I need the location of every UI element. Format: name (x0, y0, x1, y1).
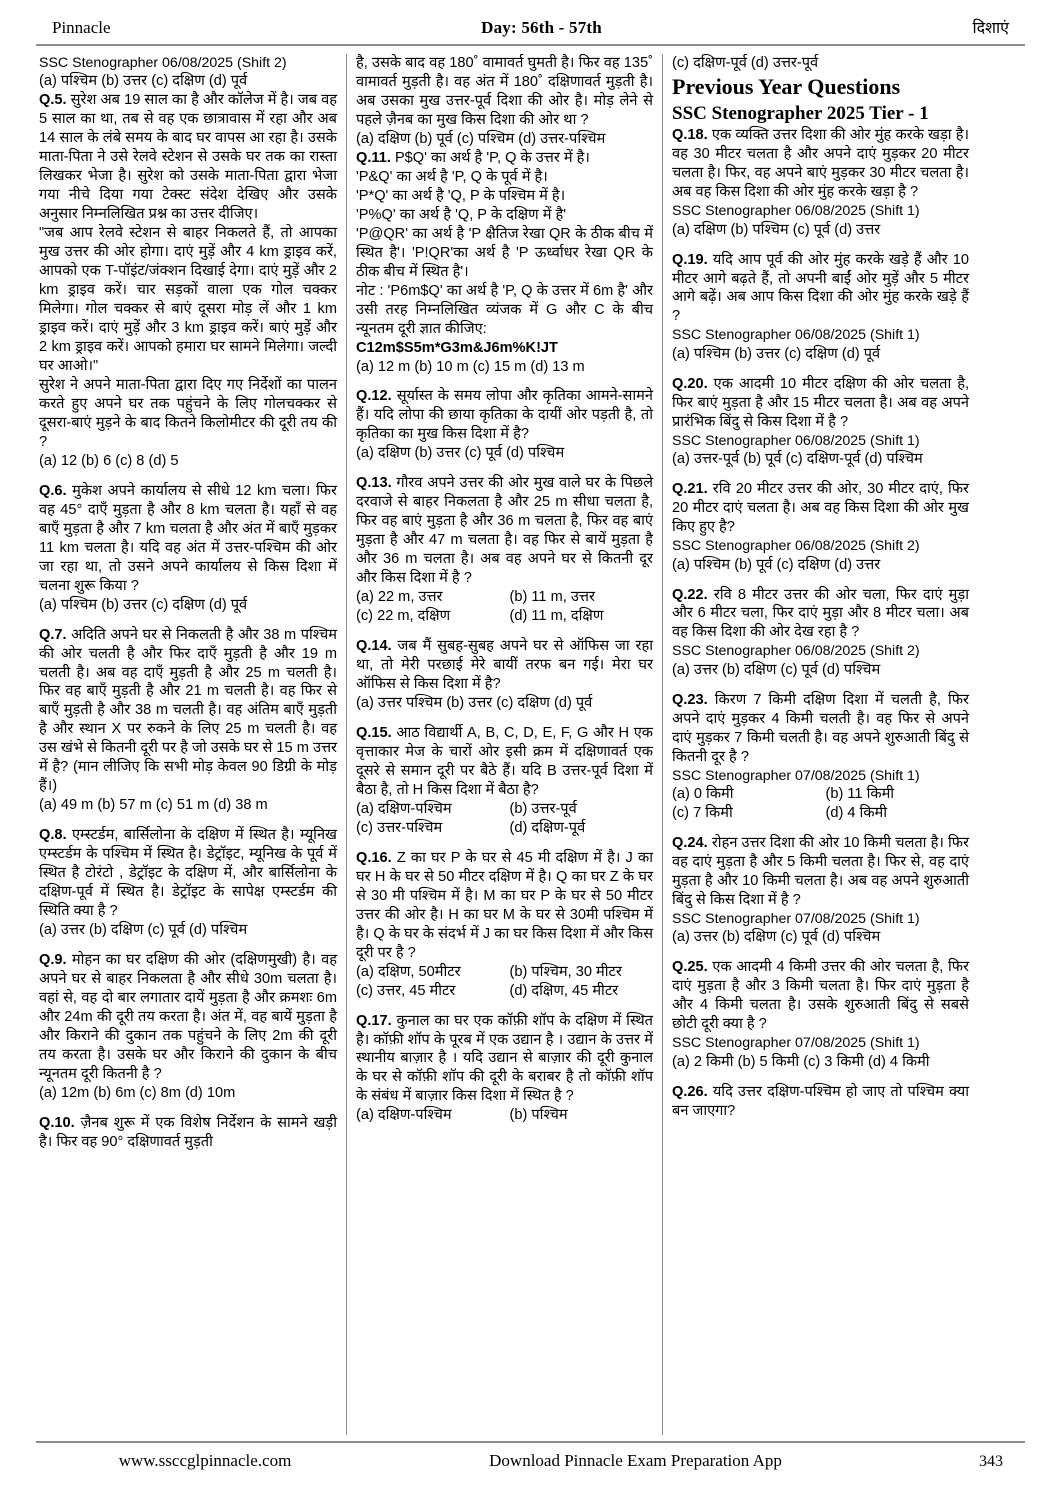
question-text: आठ विद्यार्थी A, B, C, D, E, F, G और H एक वृत्ताकार मेज के चारों ओर इसी क्रम में दक्षिणावर्त एक दूसरे से समान दूरी पर बैठे हैं। यदि B उत्तर-पूर्व दिशा में बैठा है, तो H किस दिशा में बैठा है? (356, 724, 653, 798)
question-body (672, 586, 969, 643)
question-number: Q.20. (672, 375, 708, 392)
column-3 (662, 54, 978, 1435)
question-body (39, 482, 337, 596)
options-line: (a) 12 m (b) 10 m (c) 15 m (d) 13 m (356, 358, 585, 375)
footer-app-promo: Download Pinnacle Exam Preparation App (489, 1451, 782, 1470)
question-block-q24 (672, 834, 969, 947)
question-block-q16 (356, 849, 653, 1001)
question-body (672, 958, 969, 1034)
option-a: (a) 22 m, उत्तर (356, 589, 443, 606)
question-number: Q.6. (39, 482, 67, 499)
option-b: (b) उत्तर-पूर्व (509, 800, 577, 817)
question-block-q19 (672, 251, 969, 364)
option-d: (d) 11 m, दक्षिण (509, 608, 604, 625)
question-block-q14 (356, 637, 653, 713)
question-tail: सुरेश ने अपने माता-पिता द्वारा दिए गए निर्देशों का पालन करते हुए अपने घर तक पहुंचने के लिए गोलचक्कर से दूसरा-बाएं मुड़ने के बाद कितने किलोमीटर की दूरी तय की ? (39, 376, 337, 450)
question-block-q11 (356, 149, 653, 377)
question-block-q9 (39, 951, 337, 1103)
question-text: किरण 7 किमी दक्षिण दिशा में चलती है, फिर अपने दाएं मुड़कर 4 किमी चलती है। वह फिर से अपने दाएं मुड़कर 7 किमी चलती है। वह अपने शुरुआती बिंदु से कितनी दूर है ? (672, 691, 969, 765)
exam-source-line: SSC Stenographer 06/08/2025 (Shift 1) (672, 203, 920, 220)
question-body (672, 251, 969, 327)
question-number: Q.11. (356, 149, 391, 166)
option-a: (a) 0 किमी (672, 786, 734, 803)
exam-source-line: SSC Stenographer 06/08/2025 (Shift 2) (672, 643, 920, 660)
question-text: मोहन का घर दक्षिण की ओर (दक्षिणमुखी) है। वह अपने घर से बाहर निकलता है और सीधे 30m चलता है। वहां से, वह दो बार लगातार दायें मुड़ता है और क्रमशः 6m और 24m की दूरी तय करता है। अंत में, वह बायें मुड़ता है और किराने की दुकान तक पहुंचने के लिए 2m की दूरी तय करता है। उसके घर और किराने की दुकान के बीच न्यूनतम दूरी कितनी है ? (39, 952, 337, 1082)
question-text: ज़ैनब शुरू में एक विशेष निर्देशन के सामने खड़ी है। फिर वह 90° दक्षिणावर्त मुड़ती (39, 1114, 337, 1150)
options-line: (a) पश्चिम (b) उत्तर (c) दक्षिण (d) पूर्व (39, 596, 248, 613)
question-body (356, 149, 653, 168)
question-text: सूर्यास्त के समय लोपा और कृतिका आमने-सामने हैं। यदि लोपा की छाया कृतिका के दायीं ओर पड़ती है, तो कृतिका का मुख किस दिशा में है? (356, 388, 653, 443)
question-number: Q.7. (39, 626, 67, 643)
options-line: (a) दक्षिण (b) पूर्व (c) पश्चिम (d) उत्तर-पश्चिम (356, 130, 606, 147)
question-text: रोहन उत्तर दिशा की ओर 10 किमी चलता है। फिर वह दाएं मुड़ता है और 5 किमी चलता है। फिर से, वह दाएं मुड़ता है और 10 किमी चलता है। अब वह अपने शुरुआती बिंदु से किस दिशा में है ? (672, 835, 969, 908)
exam-source-line: SSC Stenographer 06/08/2025 (Shift 2) (672, 538, 920, 555)
options-line: (a) उत्तर पश्चिम (b) उत्तर (c) दक्षिण (d) पूर्व (356, 695, 593, 711)
option-b: (b) 11 m, उत्तर (509, 589, 595, 606)
question-block-q17 (356, 1012, 653, 1126)
option-b: (b) 11 किमी (825, 786, 895, 803)
question-body (672, 1083, 969, 1121)
section-title: Previous Year Questions (672, 73, 901, 99)
question-block-q15 (356, 724, 653, 838)
question-block-q21 (672, 480, 969, 574)
options-grid (356, 963, 653, 1001)
exam-source-line: SSC Stenographer 07/08/2025 (Shift 1) (672, 767, 920, 784)
question-number: Q.21. (672, 481, 708, 498)
question-body (672, 126, 969, 202)
section-subtitle: SSC Stenographer 2025 Tier - 1 (672, 102, 929, 124)
option-c: (c) 22 m, दक्षिण (356, 608, 451, 625)
question-block-q10 (39, 1114, 337, 1152)
question-text: एक आदमी 4 किमी उत्तर की ओर चलता है, फिर दाएं मुड़ता है और 3 किमी चलता है। फिर दाएं मुड़ता है और 4 किमी चलता है। उसके शुरुआती बिंदु से सबसे छोटी दूरी क्या है ? (672, 959, 969, 1033)
page-footer (30, 1443, 1031, 1471)
option-a: (a) दक्षिण, 50मीटर (356, 963, 461, 980)
option-d: (d) 4 किमी (825, 805, 888, 822)
question-body (39, 1114, 337, 1152)
option-a: (a) दक्षिण-पश्चिम (356, 1107, 452, 1124)
question-body (356, 474, 653, 588)
options-grid (356, 1106, 653, 1125)
question-number: Q.9. (39, 952, 67, 969)
question-block-q22 (672, 586, 969, 680)
option-d: (d) दक्षिण, 45 मीटर (509, 982, 619, 999)
question-text: Z का घर P के घर से 45 मी दक्षिण में है। J का घर H के घर से 50 मीटर दक्षिण में है। Q का घर Z के घर से 30 मी पश्चिम में है। M का घर P के घर से 50 मीटर उत्तर की ओर है। H का घर M के घर से 30मी पश्चिम में है। Q के घर के संदर्भ में J का घर किस दिशा में और किस दूरी पर है ? (356, 849, 653, 961)
question-number: Q.5. (39, 92, 67, 109)
options-line: (a) उत्तर (b) दक्षिण (c) पूर्व (d) पश्चिम (39, 922, 248, 939)
question-body (672, 375, 969, 432)
options-line-continuation: (c) दक्षिण-पूर्व (d) उत्तर-पूर्व (672, 55, 819, 71)
question-number: Q.18. (672, 127, 708, 144)
question-number: Q.22. (672, 586, 708, 603)
option-b: (b) पश्चिम (509, 1107, 568, 1124)
question-text: सुरेश अब 19 साल का है और कॉलेज में है। जब वह 5 साल का था, तब से वह एक छात्रावास में रहा और अब 14 साल के लंबे समय के बाद घर वापस आ रहा है। उसके माता-पिता ने उसे रेलवे स्टेशन से उसके घर तक का रास्ता लिखकर भेजा है। सुरेश को उसके माता-पिता द्वारा भेजा गया नीचे दिया गया टेक्स्ट संदेश देखिए और उसके अनुसार निम्नलिखित प्रश्न का उत्तर दीजिए। (39, 92, 337, 223)
question-body (356, 1012, 653, 1107)
exam-source-line: SSC Stenographer 06/08/2025 (Shift 1) (672, 432, 920, 449)
options-line: (a) 2 किमी (b) 5 किमी (c) 3 किमी (d) 4 किमी (672, 1053, 930, 1070)
question-block-q20 (672, 375, 969, 469)
footer-page-number: 343 (979, 1453, 1003, 1470)
option-d: (d) दक्षिण-पूर्व (509, 819, 586, 836)
column-2 (346, 54, 662, 1435)
content-columns (30, 50, 1031, 1435)
question-number: Q.24. (672, 835, 708, 852)
question-body (39, 626, 337, 797)
question-text: यदि उत्तर दक्षिण-पश्चिम हो जाए तो पश्चिम क्या बन जाएगा? (672, 1083, 969, 1119)
question-body (356, 387, 653, 444)
definition-line: 'P%Q' का अर्थ है 'Q, P के दक्षिण में है' (356, 206, 567, 223)
question-block-q18 (672, 126, 969, 239)
header-divider (36, 44, 1025, 46)
exam-source-line: SSC Stenographer 07/08/2025 (Shift 1) (672, 1035, 920, 1052)
option-a: (a) दक्षिण-पश्चिम (356, 800, 452, 817)
options-line: (a) 49 m (b) 57 m (c) 51 m (d) 38 m (39, 797, 268, 814)
option-b: (b) पश्चिम, 30 मीटर (509, 963, 622, 980)
question-block-q12 (356, 387, 653, 463)
question-body (672, 691, 969, 767)
question-number: Q.17. (356, 1012, 392, 1029)
options-line: (a) उत्तर (b) दक्षिण (c) पूर्व (d) पश्चिम (672, 929, 881, 946)
options-line: (a) 12 (b) 6 (c) 8 (d) 5 (39, 452, 179, 469)
note-line: नोट : 'P6m$Q' का अर्थ है 'P, Q के उत्तर में 6m है' और उसी तरह निम्नलिखित व्यंजक में G और C के बीच न्यूनतम दूरी ज्ञात कीजिए: (356, 282, 653, 337)
question-text: गौरव अपने उत्तर की ओर मुख वाले घर के पिछले दरवाजे से बाहर निकलता है और 25 m सीधा चलता है, फिर वह बाएं मुड़ता है और 36 m चलता है, फिर वह बाएं मुड़ता है और 47 m चलता है। वह फिर से बायें मुड़ता है और 36 m चलता है। अब वह अपने घर से कितनी दूर और किस दिशा में है ? (356, 475, 653, 587)
definition-line: 'P*Q' का अर्थ है 'Q, P के पश्चिम में है। (356, 187, 566, 204)
question-number: Q.23. (672, 691, 708, 708)
options-line: (a) पश्चिम (b) पूर्व (c) दक्षिण (d) उत्तर (672, 556, 881, 573)
question-number: Q.25. (672, 959, 708, 976)
definition-line: 'P@QR' का अर्थ है 'P क्षैतिज रेखा QR के ठीक बीच में स्थित है'। 'P!QR'का अर्थ है 'P ऊर्ध्वाधर रेखा QR के ठीक बीच में स्थित है'। (356, 225, 653, 280)
question-block-q13 (356, 474, 653, 626)
question-number: Q.12. (356, 388, 392, 405)
options-line: (a) पश्चिम (b) उत्तर (c) दक्षिण (d) पूर्व (39, 73, 248, 90)
question-body (672, 834, 969, 910)
option-c: (c) 7 किमी (672, 805, 733, 822)
question-text: अदिति अपने घर से निकलती है और 38 m पश्चिम की ओर चलती है और फिर दाएँ मुड़ती है और 19 m चलती है। अब वह दाएँ मुड़ती है और 25 m चलती है। फिर वह बाएँ मुड़ती है और 21 m चलती है। वह फिर से बाएँ मुड़ती है और 38 m चलती है। वह अंतिम बाएँ मुड़ती है और स्थान X पर रुकने के लिए 25 m चलती है। वह उस खंभे से कितनी दूरी पर है जो उसके घर से 15 m उत्तर में है? (मान लीजिए कि सभी मोड़ केवल 90 डिग्री के मोड़ हैं।) (39, 626, 337, 795)
question-block-q23 (672, 691, 969, 823)
question-block-q7 (39, 626, 337, 816)
question-text: एक व्यक्ति उत्तर दिशा की ओर मुंह करके खड़ा है। वह 30 मीटर चलता है और अपने दाएं मुड़कर 20 मीटर चलता है। फिर, वह अपने बाएं मुड़कर 30 मीटर चलता है। अब वह किस दिशा की ओर मुंह करके खड़ा है ? (672, 127, 969, 201)
question-text: एक आदमी 10 मीटर दक्षिण की ओर चलता है, फिर बाएं मुड़ता है और 15 मीटर चलता है। अब वह अपने प्रारंभिक बिंदु से किस दिशा में है ? (672, 375, 969, 430)
question-text: मुकेश अपने कार्यालय से सीधे 12 km चला। फिर वह 45° दाएँ मुड़ता है और 8 km चलता है। यहाँ से वह बाएँ मुड़ता है और 7 km चलता है और अंत में बाएँ मुड़कर 11 km चलता है। यदि वह अंत में उत्तर-पश्चिम की ओर जा रहा था, तो उसने अपने कार्यालय से किस दिशा में चलना शुरू किया ? (39, 482, 337, 594)
question-block-q6 (39, 482, 337, 615)
options-line: (a) 12m (b) 6m (c) 8m (d) 10m (39, 1084, 236, 1101)
options-line: (a) उत्तर (b) दक्षिण (c) पूर्व (d) पश्चिम (672, 661, 881, 678)
page-header (30, 12, 1031, 44)
question-text: रवि 20 मीटर उत्तर की ओर, 30 मीटर दाएं, फिर 20 मीटर दाएं चलता है। अब वह किस दिशा की ओर मुख किए हुए है? (672, 481, 969, 536)
question-body (39, 951, 337, 1084)
question-number: Q.8. (39, 827, 67, 844)
question-body (356, 724, 653, 800)
question-quote: "जब आप रेलवे स्टेशन से बाहर निकलते हैं, तो आपका मुख उत्तर की ओर होगा। दाएं मुड़ें और 4 km ड्राइव करें, आपको एक T-पॉइंट/जंक्शन दिखाई देगा। दाएं मुड़ें और 2 km ड्राइव करें। चार सड़कों वाला एक गोल चक्कर मिलेगा। गोल चक्कर से बाएं दूसरा मोड़ लें और 1 km ड्राइव करें। दाएं मुड़ें और 3 km ड्राइव करें। बाएं मुड़ें और 2 km ड्राइव करें। आपको हमारा घर सामने मिलेगा। जल्दी घर आओ।" (39, 225, 337, 374)
header-day-title: Day: 56th - 57th (481, 18, 602, 37)
question-number: Q.26. (672, 1083, 708, 1100)
exam-source-line: SSC Stenographer 07/08/2025 (Shift 1) (672, 910, 920, 927)
footer-website[interactable]: www.ssccglpinnacle.com (118, 1451, 292, 1470)
question-number: Q.16. (356, 849, 392, 866)
question-number: Q.15. (356, 724, 392, 741)
question-number: Q.19. (672, 251, 708, 268)
question-continuation-q10: है, उसके बाद वह 180˚ वामावर्त घुमती है। फिर वह 135˚ वामावर्त मुड़ती है। वह अंत में 180˚ दक्षिणावर्त मुड़ती है। अब उसका मुख उत्तर-पूर्व दिशा की ओर है। मोड़ लेने से पहले ज़ैनब का मुख किस दिशा की ओर था ? (356, 55, 653, 128)
question-number: Q.14. (356, 638, 392, 655)
question-block-q5 (39, 91, 337, 470)
question-text: रवि 8 मीटर उत्तर की ओर चला, फिर दाएं मुड़ा और 6 मीटर चला, फिर दाएं मुड़ा और 8 मीटर चला। अब वह किस दिशा की ओर देख रहा है ? (672, 586, 969, 641)
question-number: Q.13. (356, 475, 392, 492)
options-line: (a) पश्चिम (b) उत्तर (c) दक्षिण (d) पूर्व (672, 345, 881, 362)
options-line: (a) दक्षिण (b) पश्चिम (c) पूर्व (d) उत्तर (672, 221, 881, 238)
question-text: कुनाल का घर एक कॉफ़ी शॉप के दक्षिण में स्थित है। कॉफ़ी शॉप के पूरब में एक उद्यान है । उद्यान के उत्तर में स्थानीय बाज़ार है । यदि उद्यान से बाज़ार की दूरी कुनाल के घर से कॉफ़ी शॉप की दूरी के बराबर है तो कॉफ़ी शॉप के संबंध में बाज़ार किस दिशा में स्थित है ? (356, 1012, 653, 1105)
question-body (39, 826, 337, 921)
options-grid (356, 800, 653, 838)
question-body (672, 480, 969, 537)
question-text: P$Q' का अर्थ है 'P, Q के उत्तर में है। (390, 149, 590, 166)
options-grid (672, 785, 969, 823)
question-text: यदि आप पूर्व की ओर मुंह करके खड़े हैं और 10 मीटर आगे बढ़ते हैं, तो अपनी बाईं ओर मुड़ें और 5 मीटर आगे बढ़ें। अब आप किस दिशा की ओर मुंह करके खड़े हैं ? (672, 251, 969, 325)
question-body (39, 91, 337, 224)
options-grid (356, 588, 653, 626)
option-c: (c) उत्तर-पश्चिम (356, 819, 443, 836)
header-brand: Pinnacle (52, 18, 111, 37)
exam-source-line: SSC Stenographer 06/08/2025 (Shift 1) (672, 327, 920, 344)
header-topic: दिशाएं (972, 20, 1009, 37)
expression-line: C12m$S5m*G3m&J6m%K!JT (356, 339, 558, 356)
question-text: जब मैं सुबह-सुबह अपने घर से ऑफिस जा रहा था, तो मेरी परछाई मेरे बायीं तरफ बन गई। मेरा घर ऑफिस से किस दिशा में है? (356, 638, 653, 693)
question-body (356, 849, 653, 963)
question-block-q8 (39, 826, 337, 940)
question-body (356, 637, 653, 694)
options-line: (a) उत्तर-पूर्व (b) पूर्व (c) दक्षिण-पूर्व (d) पश्चिम (672, 451, 923, 468)
exam-source-line: SSC Stenographer 06/08/2025 (Shift 2) (39, 55, 287, 71)
question-block-q25 (672, 958, 969, 1071)
column-1 (30, 54, 346, 1435)
question-number: Q.10. (39, 1114, 75, 1131)
option-c: (c) उत्तर, 45 मीटर (356, 982, 456, 999)
question-text: एम्स्टर्डम, बार्सिलोना के दक्षिण में स्थित है। म्यूनिख एम्स्टर्डम के पश्चिम में स्थित है। डेट्रॉइट, म्यूनिख के पूर्व में स्थित है टोरंटो , डेट्रॉइट के दक्षिण में, और बार्सिलोना के दक्षिण-पूर्व में स्थित है। डेट्रॉइट के सापेक्ष एम्स्टर्डम की स्थिति क्या है ? (39, 827, 337, 920)
question-block-q26 (672, 1083, 969, 1121)
definition-line: 'P&Q' का अर्थ है 'P, Q के पूर्व में है। (356, 168, 548, 185)
options-line: (a) दक्षिण (b) उत्तर (c) पूर्व (d) पश्चिम (356, 445, 565, 462)
